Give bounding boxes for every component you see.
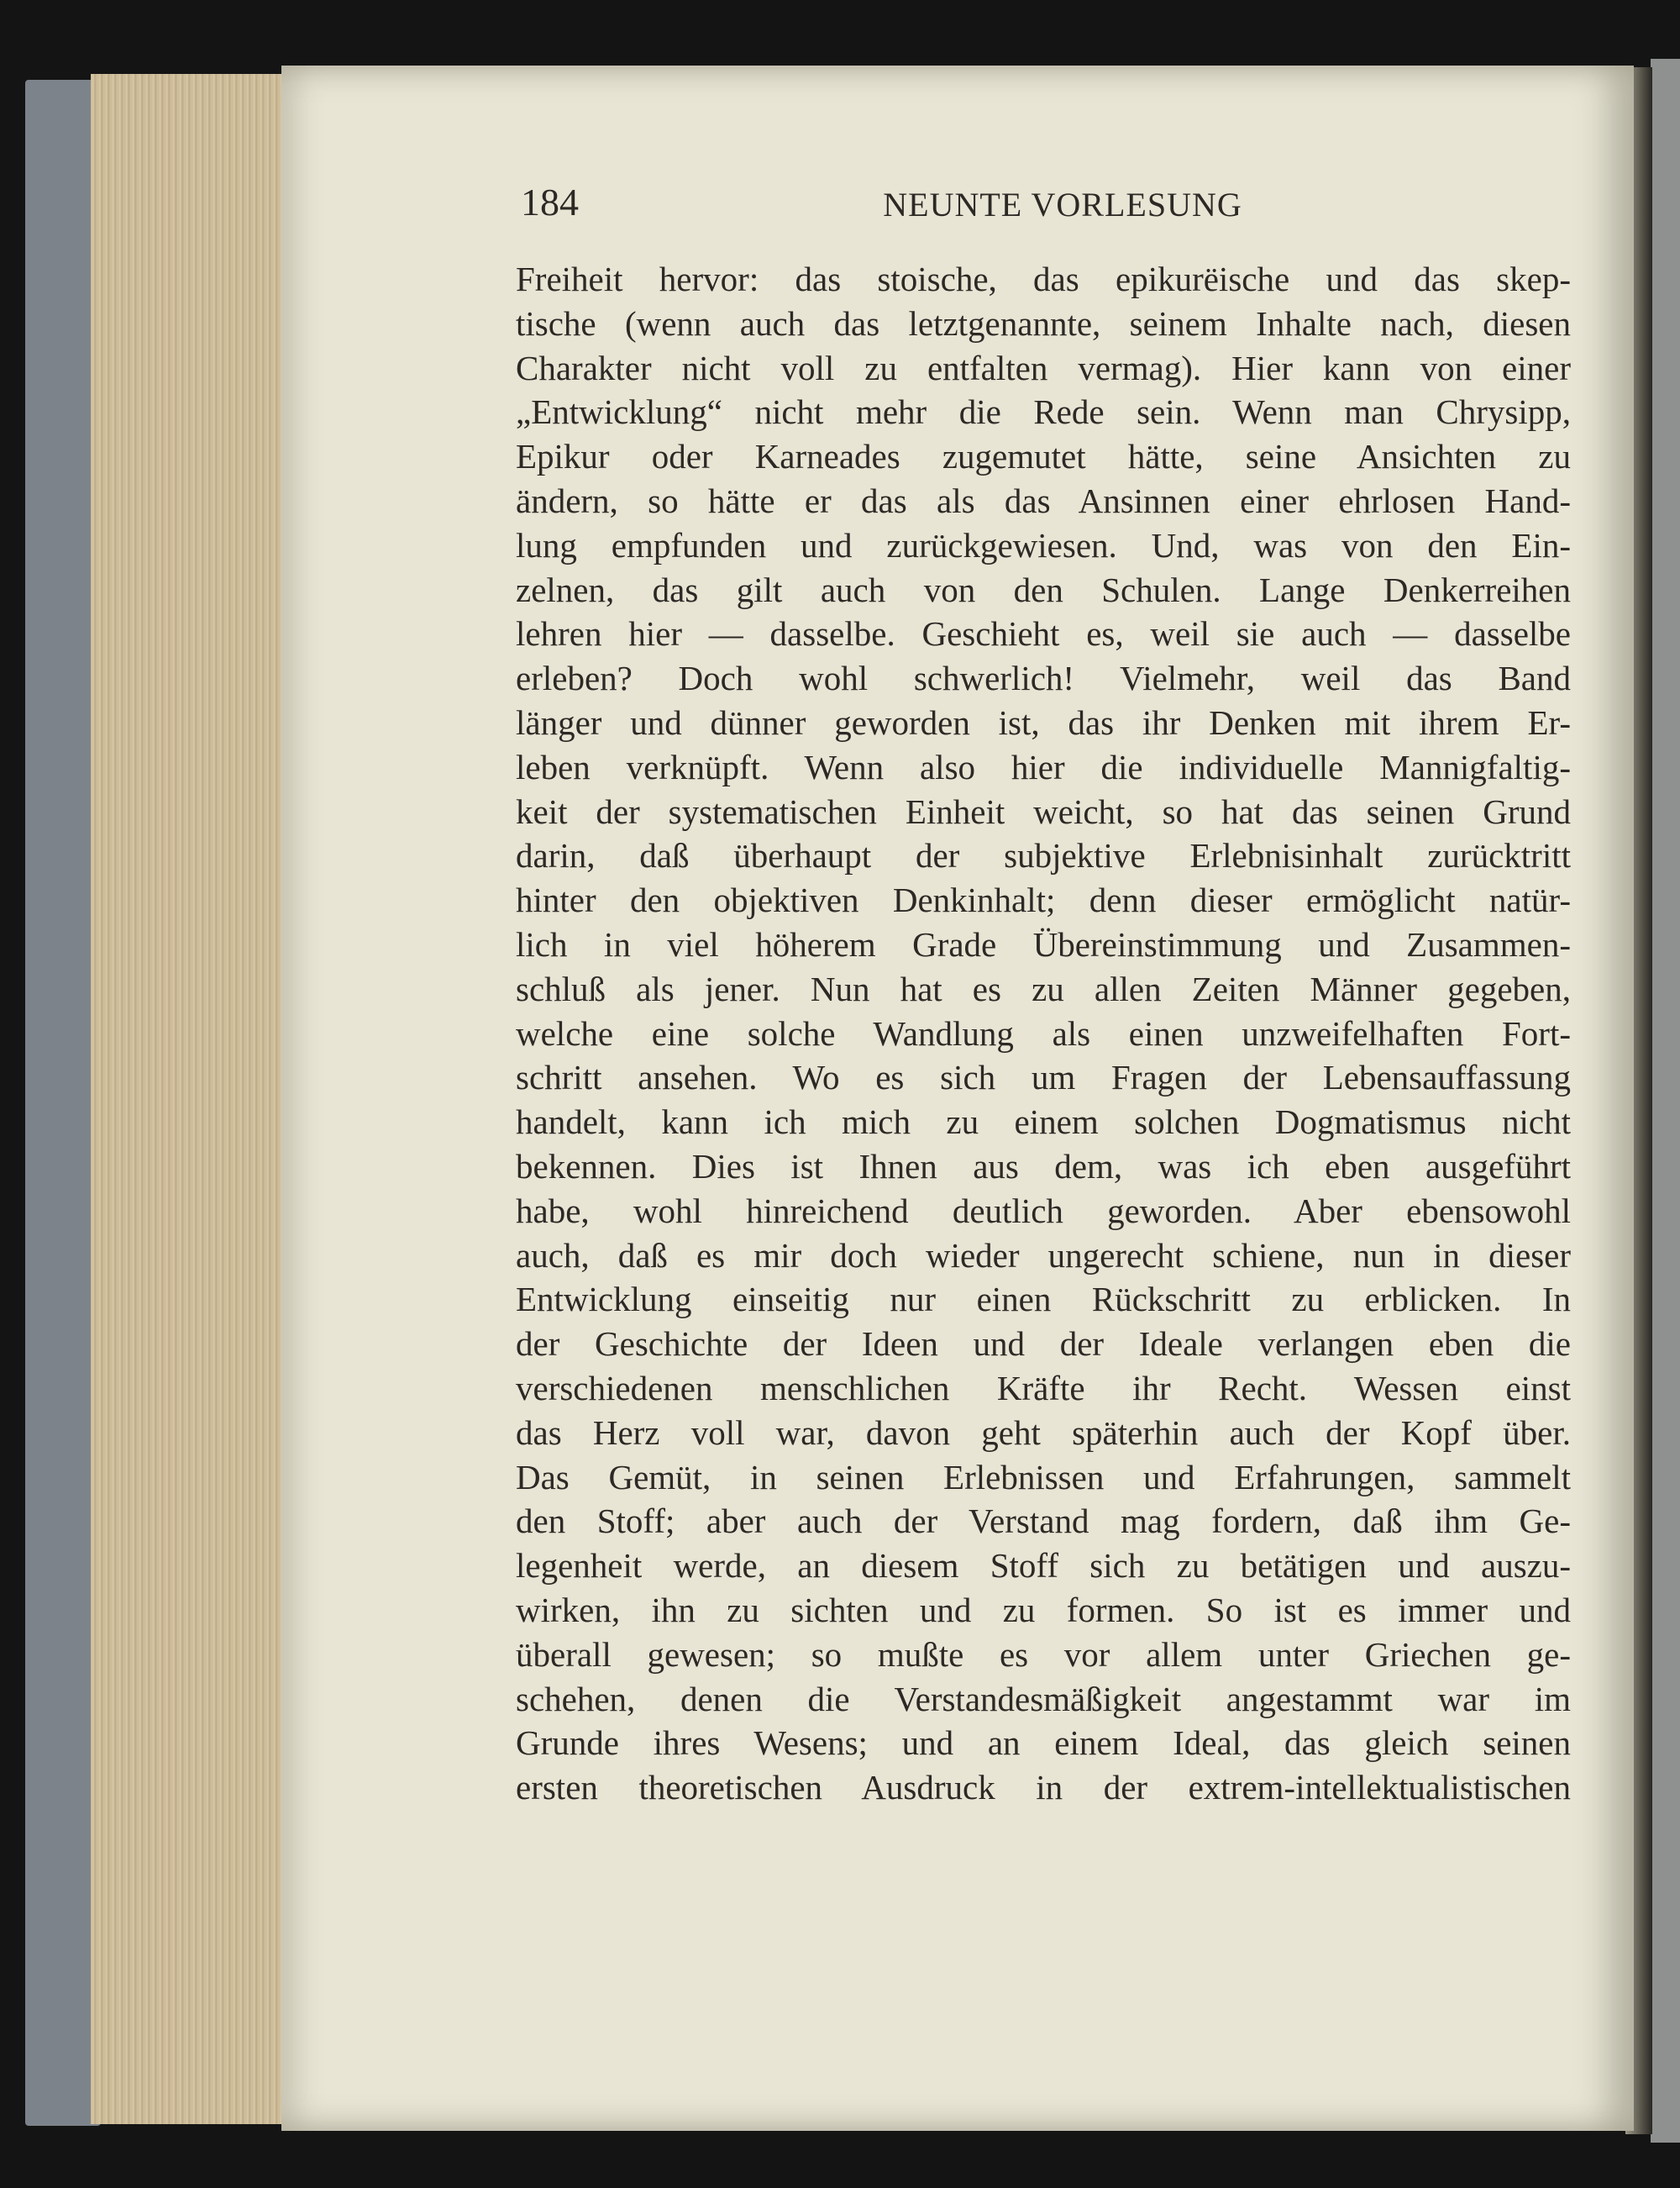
text-line: Charakter nicht voll zu entfalten vermag). Hier kann von einer: [516, 348, 1571, 387]
page-edges: [91, 74, 292, 2124]
text-line: länger und dünner geworden ist, das ihr Denken mit ihrem Er-: [516, 702, 1571, 742]
text-line: verschiedenen menschlichen Kräfte ihr Recht. Wessen einst: [516, 1368, 1571, 1407]
running-title: NEUNTE VORLESUNG: [883, 186, 1242, 224]
text-line: überall gewesen; so mußte es vor allem unter Griechen ge-: [516, 1634, 1571, 1674]
text-line: schritt ansehen. Wo es sich um Fragen der Lebensauffassung: [516, 1058, 1571, 1097]
text-line: lich in viel höherem Grade Übereinstimmung und Zusammen-: [516, 924, 1571, 964]
page-number: 184: [521, 181, 579, 224]
text-line: darin, daß überhaupt der subjektive Erlebnisinhalt zurücktritt: [516, 836, 1571, 876]
text-line: legenheit werde, an diesem Stoff sich zu betätigen und auszu-: [516, 1546, 1571, 1586]
text-line: wirken, ihn zu sichten und zu formen. So ist es immer und: [516, 1590, 1571, 1629]
text-line: keit der systematischen Einheit weicht, so hat das seinen Grund: [516, 792, 1571, 831]
text-line: Epikur oder Karneades zugemutet hätte, seine Ansichten zu: [516, 437, 1571, 476]
text-line: habe, wohl hinreichend deutlich geworden. Aber ebensowohl: [516, 1191, 1571, 1230]
text-line: hinter den objektiven Denkinhalt; denn dieser ermöglicht natür-: [516, 881, 1571, 920]
body-text: [516, 257, 1571, 1810]
book-cover-left: [25, 80, 101, 2126]
text-line: Freiheit hervor: das stoische, das epikurëische und das skep-: [516, 260, 1571, 298]
text-line: ersten theoretischen Ausdruck in der extrem-intellektualistischen: [516, 1768, 1571, 1807]
text-line: erleben? Doch wohl schwerlich! Vielmehr, weil das Band: [516, 659, 1571, 698]
text-line: „Entwicklung“ nicht mehr die Rede sein. Wenn man Chrysipp,: [516, 392, 1571, 432]
text-line: leben verknüpft. Wenn also hier die individuelle Mannigfaltig-: [516, 747, 1571, 786]
text-line: bekennen. Dies ist Ihnen aus dem, was ich eben ausgeführt: [516, 1146, 1571, 1186]
text-line: zelnen, das gilt auch von den Schulen. Lange Denkerreihen: [516, 570, 1571, 609]
text-line: schluß als jener. Nun hat es zu allen Zeiten Männer gegeben,: [516, 969, 1571, 1008]
text-line: Entwicklung einseitig nur einen Rückschritt zu erblicken. In: [516, 1280, 1571, 1319]
text-line: Das Gemüt, in seinen Erlebnissen und Erfahrungen, sammelt: [516, 1457, 1571, 1496]
text-line: handelt, kann ich mich zu einem solchen Dogmatismus nicht: [516, 1102, 1571, 1142]
text-line: schehen, denen die Verstandesmäßigkeit angestammt war im: [516, 1679, 1571, 1718]
text-line: tische (wenn auch das letztgenannte, seinem Inhalte nach, diesen: [516, 303, 1571, 343]
text-line: den Stoff; aber auch der Verstand mag fordern, daß ihm Ge-: [516, 1502, 1571, 1541]
text-line: der Geschichte der Ideen und der Ideale verlangen eben die: [516, 1324, 1571, 1364]
text-line: Grunde ihres Wesens; und an einem Ideal, das gleich seinen: [516, 1723, 1571, 1763]
text-line: das Herz voll war, davon geht späterhin auch der Kopf über.: [516, 1412, 1571, 1452]
page-header: [521, 180, 1571, 230]
text-line: auch, daß es mir doch wieder ungerecht schiene, nun in dieser: [516, 1235, 1571, 1275]
text-line: lehren hier — dasselbe. Geschieht es, weil sie auch — dasselbe: [516, 614, 1571, 654]
book-cover-right: [1651, 59, 1680, 2143]
text-line: lung empfunden und zurückgewiesen. Und, was von den Ein-: [516, 525, 1571, 565]
text-line: welche eine solche Wandlung als einen unzweifelhaften Fort-: [516, 1013, 1571, 1053]
text-line: ändern, so hätte er das als das Ansinnen einer ehrlosen Hand-: [516, 481, 1571, 520]
